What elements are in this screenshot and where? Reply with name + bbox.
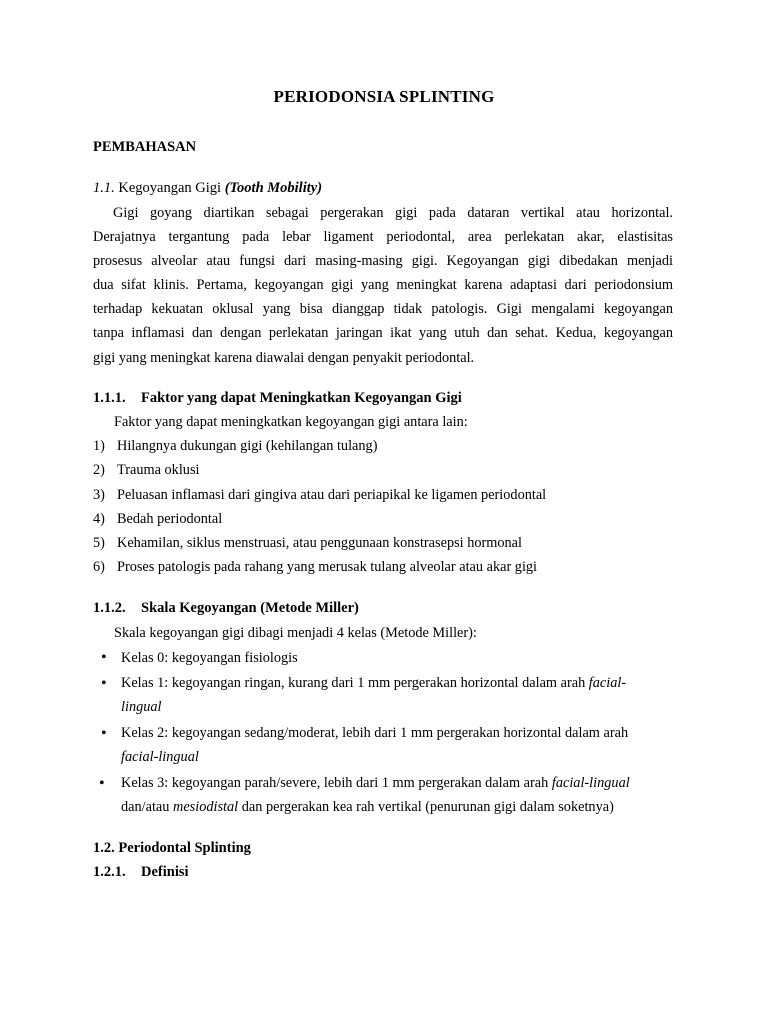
list-item: Hilangnya dukungan gigi (kehilangan tulang) <box>117 438 378 454</box>
heading-1-1-title: Kegoyangan Gigi <box>118 180 222 196</box>
list-number: 2) <box>93 462 105 478</box>
kelas-3-text: Kelas 3: kegoyangan parah/severe, lebih dari 1 mm pergerakan dalam arah <box>121 775 549 791</box>
document-title: PERIODONSIA SPLINTING <box>273 87 495 106</box>
paragraph-line: terhadap kekuatan oklusal yang bisa dianggap tidak patologis. Gigi mengalami kegoyangan <box>93 301 673 318</box>
kelas-3-facial-lingual: facial-lingual <box>551 775 630 791</box>
list-number: 4) <box>93 511 105 527</box>
heading-1-1 <box>93 180 322 197</box>
list-item: Trauma oklusi <box>117 462 200 478</box>
kelas-3 <box>121 775 630 792</box>
bullet-icon: • <box>99 775 105 792</box>
list-item: Proses patologis pada rahang yang merusak tulang alveolar atau akar gigi <box>117 559 538 575</box>
paragraph-line: tanpa inflamasi dan dengan perlekatan jaringan ikat yang utuh dan sehat. Kedua, kegoyangan <box>93 325 673 342</box>
list-number: 6) <box>93 559 105 575</box>
list-number: 1) <box>93 438 105 454</box>
paragraph-1-1 <box>93 201 673 370</box>
kelas-1 <box>121 675 626 692</box>
list-number: 3) <box>93 487 105 503</box>
bullet-icon: • <box>101 675 107 692</box>
list-item: Peluasan inflamasi dari gingiva atau dari periapikal ke ligamen periodontal <box>117 487 547 503</box>
bullet-icon: • <box>101 649 107 666</box>
heading-1-1-title-en: (Tooth Mobility) <box>224 180 323 196</box>
kelas-2-facial-lingual: facial-lingual <box>121 749 199 765</box>
kelas-1-facial: facial- <box>588 675 627 691</box>
kelas-1-text: Kelas 1: kegoyangan ringan, kurang dari 1 mm pergerakan horizontal dalam arah <box>121 675 586 691</box>
list-number: 5) <box>93 535 105 551</box>
bullet-icon: • <box>101 725 107 742</box>
kelas-1-lingual: lingual <box>121 699 162 715</box>
heading-1-1-number: 1.1. <box>93 180 115 196</box>
heading-1-1-1-number: 1.1.1. <box>93 390 126 406</box>
paragraph-line: Gigi goyang diartikan sebagai pergerakan gigi pada dataran vertikal atau horizontal. <box>113 205 673 221</box>
intro-1-1-2: Skala kegoyangan gigi dibagi menjadi 4 kelas (Metode Miller): <box>114 625 477 641</box>
list-item: Bedah periodontal <box>117 511 223 527</box>
paragraph-line: Derajatnya tergantung pada lebar ligament periodontal, area perlekatan akar, elastisitas <box>93 229 673 246</box>
heading-1-2: 1.2. Periodontal Splinting <box>93 840 251 856</box>
kelas-3-dan-atau: dan/atau <box>121 799 170 815</box>
section-heading: PEMBAHASAN <box>93 139 197 155</box>
heading-1-2-1-title: Definisi <box>141 864 189 880</box>
intro-1-1-1: Faktor yang dapat meningkatkan kegoyangan gigi antara lain: <box>114 414 468 430</box>
paragraph-line: prosesus alveolar atau fungsi dari masing-masing gigi. Kegoyangan gigi dibedakan menjadi <box>93 253 673 270</box>
paragraph-line: gigi yang meningkat karena diawalai dengan penyakit periodontal. <box>93 349 475 366</box>
heading-1-1-1-title: Faktor yang dapat Meningkatkan Kegoyangan Gigi <box>141 390 462 406</box>
kelas-0: Kelas 0: kegoyangan fisiologis <box>121 650 298 666</box>
heading-1-1-2-number: 1.1.2. <box>93 600 126 616</box>
heading-1-1-2-title: Skala Kegoyangan (Metode Miller) <box>141 600 359 616</box>
paragraph-line: dua sifat klinis. Pertama, kegoyangan gigi yang meningkat karena adaptasi dari periodonsium <box>93 277 673 294</box>
kelas-3-rest: dan pergerakan kea rah vertikal (penurunan gigi dalam soketnya) <box>241 799 614 815</box>
kelas-3-mesiodistal: mesiodistal <box>173 799 239 815</box>
list-item: Kehamilan, siklus menstruasi, atau penggunaan konstrasepsi hormonal <box>117 535 522 551</box>
heading-1-2-1-number: 1.2.1. <box>93 864 126 880</box>
kelas-2: Kelas 2: kegoyangan sedang/moderat, lebih dari 1 mm pergerakan horizontal dalam arah <box>121 725 629 741</box>
kelas-3-cont <box>121 799 614 816</box>
